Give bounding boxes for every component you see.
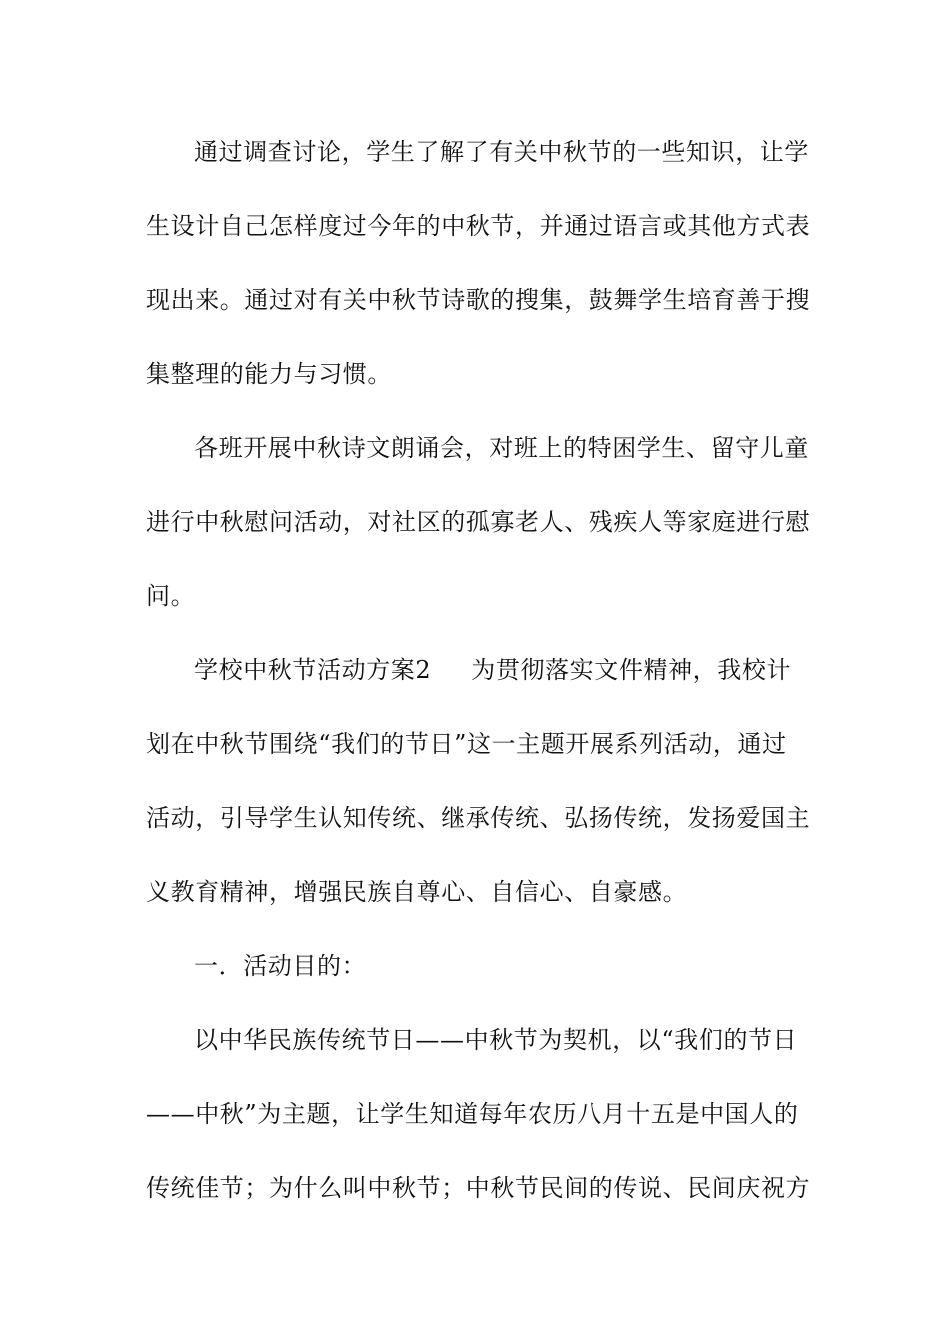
paragraph-1-line-4: 集整理的能力与习惯。: [146, 360, 392, 388]
paragraph-4-line-3: 传统佳节；为什么叫中秋节；中秋节民间的传说、民间庆祝方: [146, 1174, 811, 1202]
paragraph-1-line-3: 现出来。通过对有关中秋节诗歌的搜集，鼓舞学生培育善于搜: [146, 286, 811, 314]
paragraph-4-line-2: ——中秋”为主题，让学生知道每年农历八月十五是中国人的: [146, 1100, 799, 1128]
paragraph-2-line-1: 各班开展中秋诗文朗诵会，对班上的特困学生、留守儿童: [194, 434, 809, 462]
paragraph-3-lead: 为贯彻落实文件精神，我校计: [471, 656, 792, 684]
subheading-activity-purpose: 一．活动目的：: [194, 952, 367, 980]
paragraph-2-line-2: 进行中秋慰问活动，对社区的孤寡老人、残疾人等家庭进行慰: [146, 508, 811, 536]
paragraph-3-line-3: 活动，引导学生认知传统、继承传统、弘扬传统，发扬爱国主: [146, 804, 811, 832]
paragraph-3-line-2: 划在中秋节围绕“我们的节日”这一主题开展系列活动，通过: [146, 730, 787, 758]
paragraph-1-line-2: 生设计自己怎样度过今年的中秋节，并通过语言或其他方式表: [146, 212, 811, 240]
paragraph-4-line-1: 以中华民族传统节日——中秋节为契机，以“我们的节日: [194, 1026, 798, 1054]
paragraph-2-line-3: 问。: [146, 582, 196, 610]
paragraph-3-line-1: [194, 654, 806, 686]
paragraph-3-line-4: 义教育精神，增强民族自尊心、自信心、自豪感。: [146, 878, 688, 906]
paragraph-1-line-1: 通过调查讨论，学生了解了有关中秋节的一些知识，让学: [194, 138, 809, 166]
section-heading: 学校中秋节活动方案2: [194, 656, 432, 684]
